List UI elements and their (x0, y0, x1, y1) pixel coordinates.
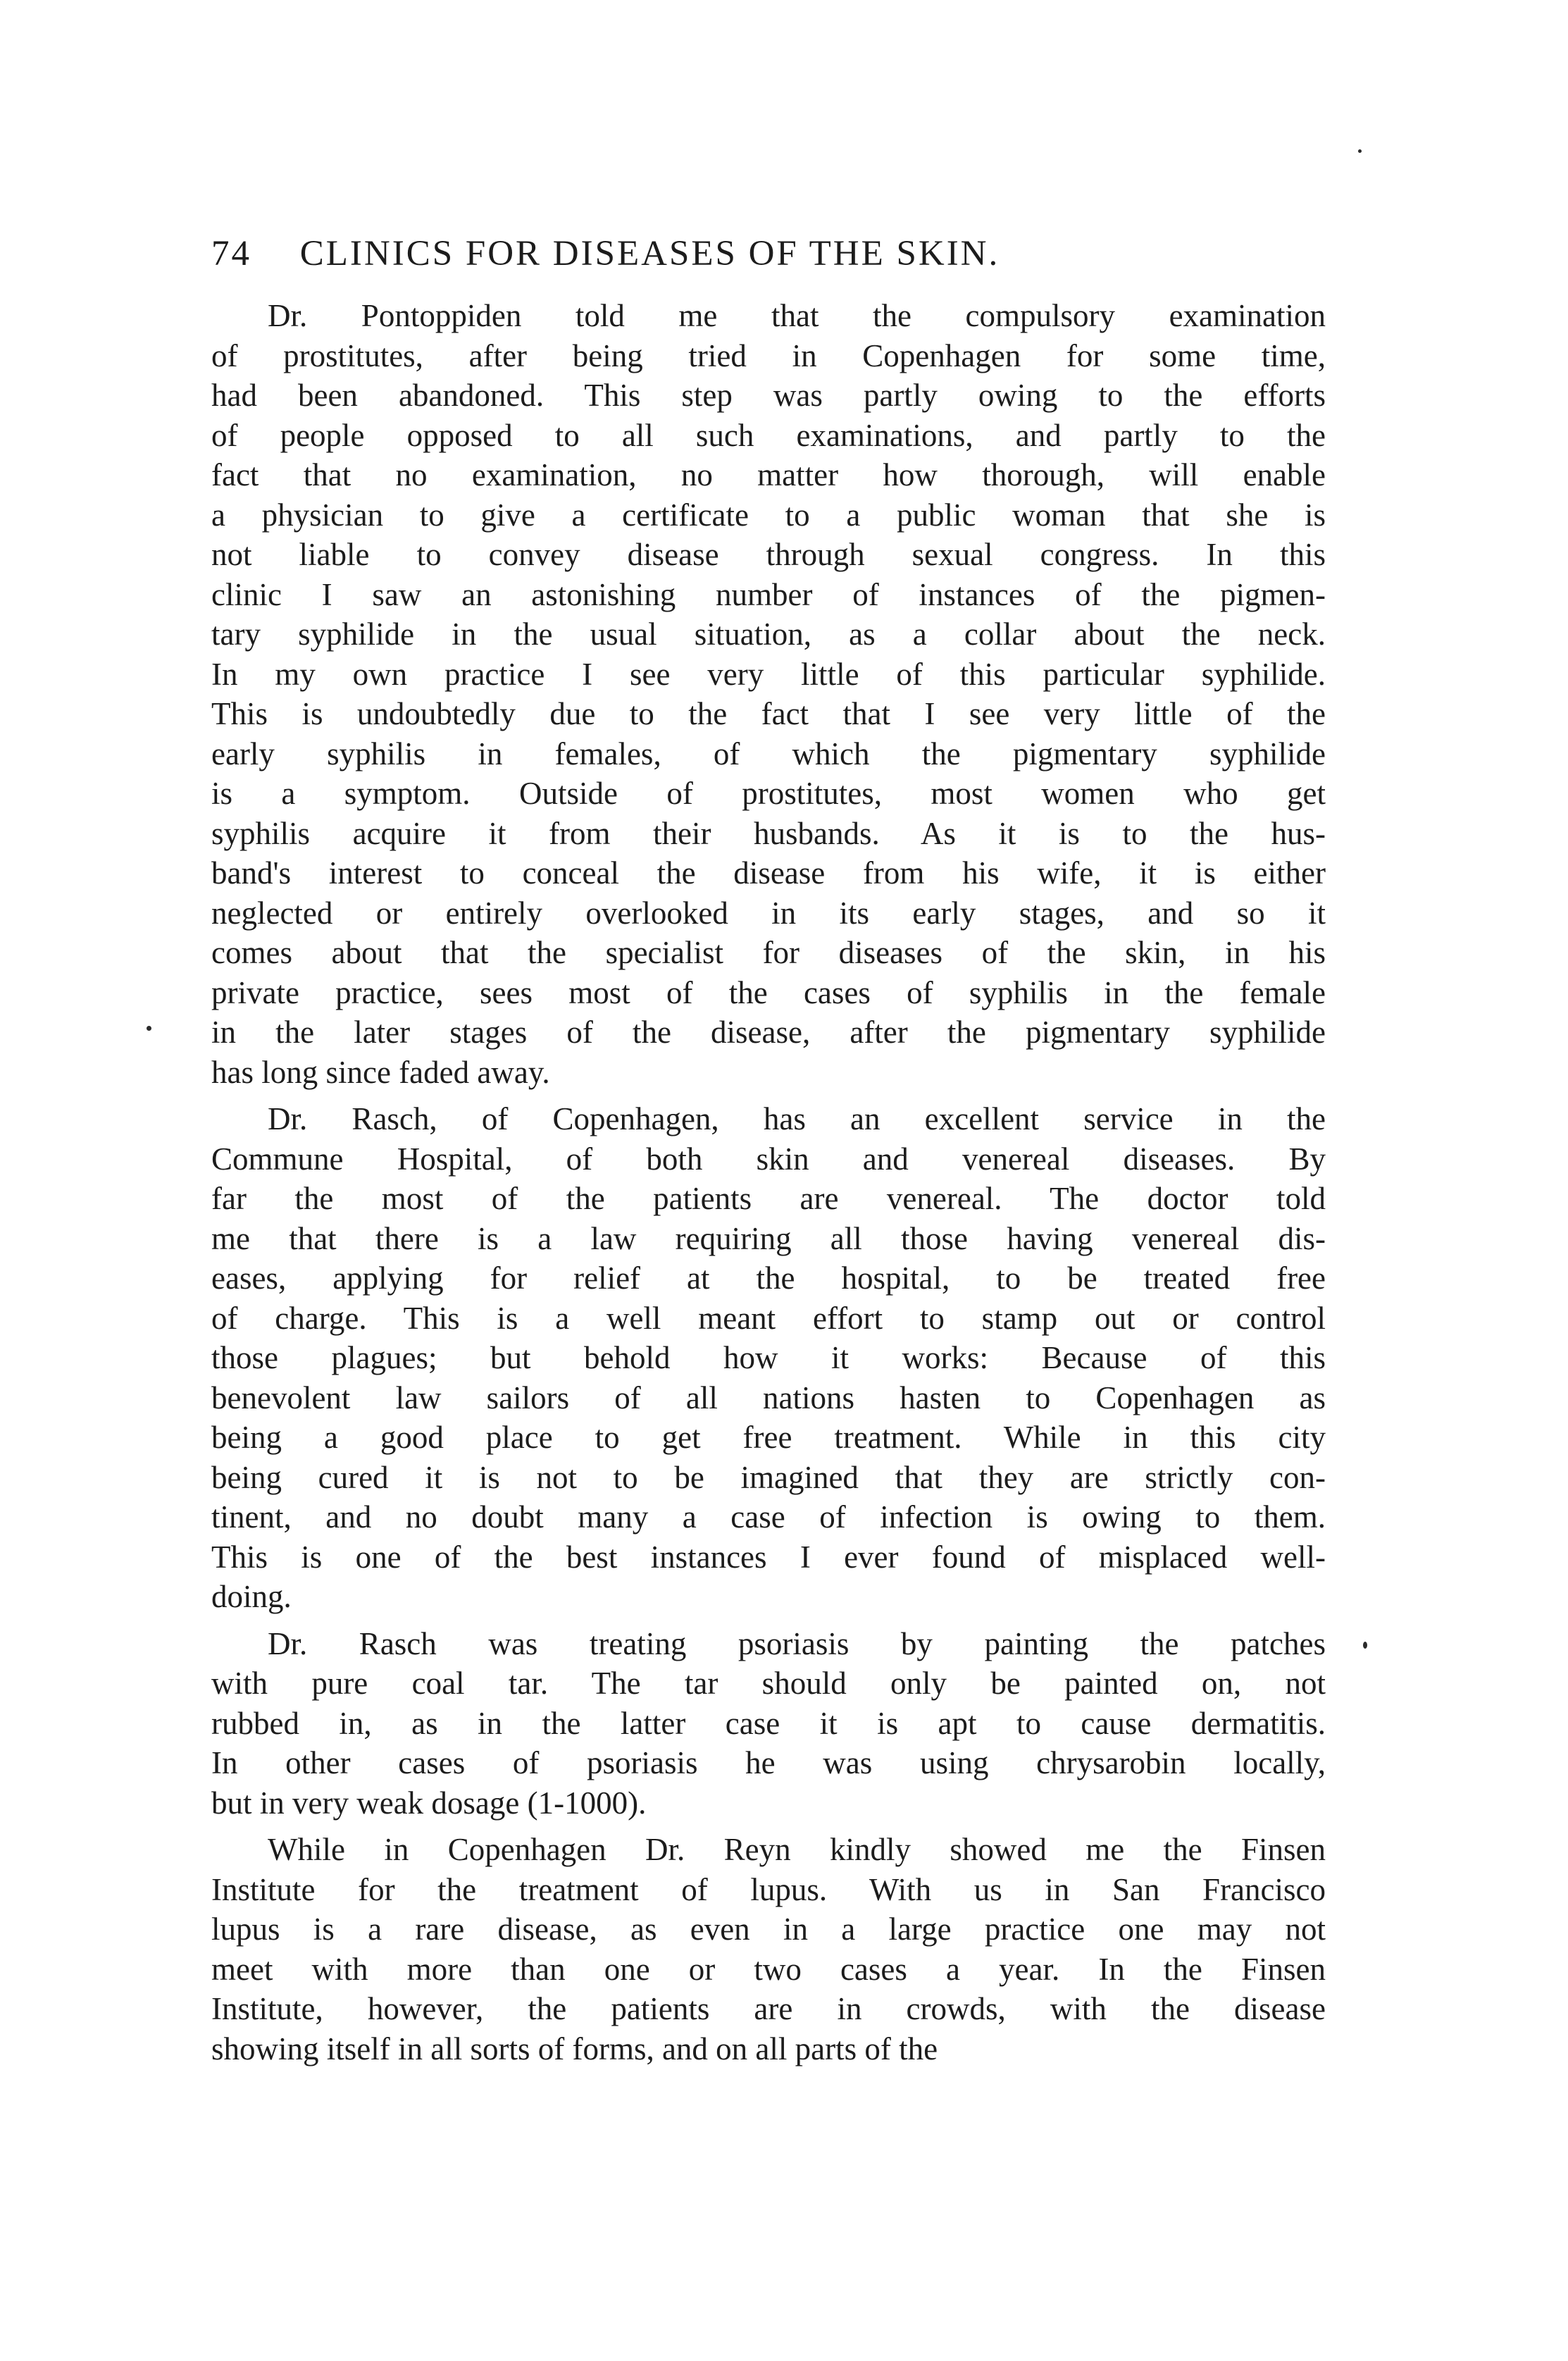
text-line: being cured it is not to be imagined that they are strictly con- (211, 1459, 1326, 1495)
text-line: syphilis acquire it from their husbands. As it is to the hus- (211, 815, 1326, 851)
text-line: This is undoubtedly due to the fact that I see very little of the (211, 696, 1326, 731)
paragraph (211, 1830, 1326, 2069)
running-head (211, 225, 1310, 282)
text-line: a physician to give a certificate to a public woman that she is (211, 497, 1326, 533)
text-line: of charge. This is a well meant effort to stamp out or control (211, 1300, 1326, 1336)
text-line: Dr. Rasch was treating psoriasis by painting the patches (268, 1625, 1326, 1661)
text-line: Dr. Pontoppiden told me that the compulsory examination (268, 298, 1326, 333)
running-title: CLINICS FOR DISEASES OF THE SKIN. (299, 234, 1000, 273)
body-text (211, 296, 1326, 2069)
text-line: tary syphilide in the usual situation, as a collar about the neck. (211, 616, 1326, 652)
text-line: of prostitutes, after being tried in Copenhagen for some time, (211, 337, 1326, 373)
scan-speck (147, 1026, 151, 1031)
text-line: not liable to convey disease through sexual congress. In this (211, 537, 1326, 572)
text-line: tinent, and no doubt many a case of infection is owing to them. (211, 1499, 1326, 1535)
page-number: 74 (211, 234, 251, 273)
text-line: is a symptom. Outside of prostitutes, most women who get (211, 776, 1326, 811)
text-line: In other cases of psoriasis he was using chrysarobin locally, (211, 1745, 1326, 1780)
text-line: rubbed in, as in the latter case it is apt to cause dermatitis. (211, 1705, 1326, 1741)
text-line: far the most of the patients are venereal. The doctor told (211, 1181, 1326, 1216)
text-line: in the later stages of the disease, after the pigmentary syphilide (211, 1015, 1326, 1050)
text-line: being a good place to get free treatment. While in this city (211, 1420, 1326, 1455)
text-line: clinic I saw an astonishing number of instances of the pigmen- (211, 576, 1326, 612)
text-line: comes about that the specialist for diseases of the skin, in his (211, 935, 1326, 970)
text-line: Commune Hospital, of both skin and venereal diseases. By (211, 1141, 1326, 1177)
text-line: those plagues; but behold how it works: Because of this (211, 1340, 1326, 1375)
text-line: lupus is a rare disease, as even in a large practice one may not (211, 1911, 1326, 1947)
scan-speck (1358, 149, 1362, 153)
paragraph (211, 1624, 1326, 1823)
text-line: me that there is a law requiring all those having venereal dis- (211, 1220, 1326, 1256)
text-line: Institute, however, the patients are in crowds, with the disease (211, 1991, 1326, 2026)
text-line: benevolent law sailors of all nations hasten to Copenhagen as (211, 1380, 1326, 1415)
text-line: has long since faded away. (211, 1054, 550, 1090)
text-line: but in very weak dosage (1-1000). (211, 1785, 647, 1821)
text-line: of people opposed to all such examinations, and partly to the (211, 417, 1326, 453)
text-line: showing itself in all sorts of forms, and on all parts of the (211, 2031, 938, 2066)
text-line: private practice, sees most of the cases of syphilis in the female (211, 974, 1326, 1010)
text-line: with pure coal tar. The tar should only be painted on, not (211, 1666, 1326, 1701)
text-line: early syphilis in females, of which the pigmentary syphilide (211, 736, 1326, 771)
scan-speck (1363, 1642, 1367, 1649)
text-line: eases, applying for relief at the hospital, to be treated free (211, 1260, 1326, 1296)
text-line: meet with more than one or two cases a year. In the Finsen (211, 1951, 1326, 1987)
text-line: This is one of the best instances I ever found of misplaced well- (211, 1539, 1326, 1575)
text-line: While in Copenhagen Dr. Reyn kindly showed me the Finsen (268, 1832, 1326, 1867)
paragraph (211, 1099, 1326, 1617)
text-line: doing. (211, 1579, 292, 1614)
text-line: neglected or entirely overlooked in its early stages, and so it (211, 895, 1326, 931)
paragraph (211, 296, 1326, 1092)
text-line: had been abandoned. This step was partly owing to the efforts (211, 378, 1326, 413)
text-line: Institute for the treatment of lupus. With us in San Francisco (211, 1871, 1326, 1907)
text-line: fact that no examination, no matter how thorough, will enable (211, 457, 1326, 492)
text-line: In my own practice I see very little of this particular syphilide. (211, 656, 1326, 692)
text-line: band's interest to conceal the disease from his wife, it is either (211, 855, 1326, 891)
text-line: Dr. Rasch, of Copenhagen, has an excellent service in the (268, 1101, 1326, 1136)
